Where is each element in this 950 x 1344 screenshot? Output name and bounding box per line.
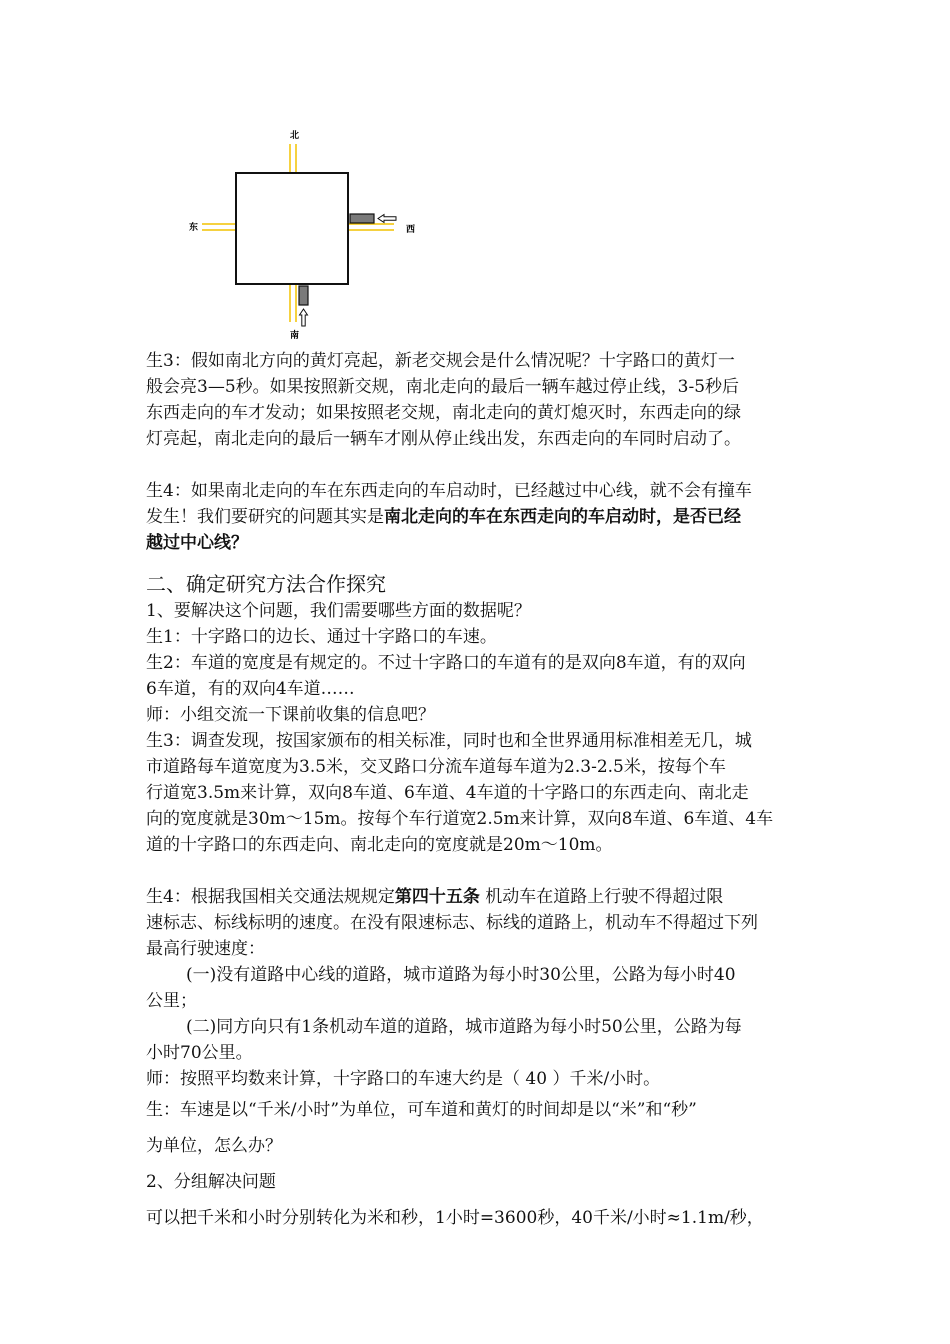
text-span: 发生！我们要研究的问题其实是 <box>146 507 384 527</box>
key-question-bold: 越过中心线？ <box>146 533 248 553</box>
rule-line: (二)同方向只有1条机动车道的道路，城市道路为每小时50公里，公路为每 <box>186 1017 742 1037</box>
paragraph-line: 师：小组交流一下课前收集的信息吧？ <box>146 705 435 725</box>
paragraph-line: 道的十字路口的东西走向、南北走向的宽度就是20m～10m。 <box>146 835 613 855</box>
paragraph-line: 6车道，有的双向4车道…… <box>146 679 355 699</box>
paragraph-line: 1、要解决这个问题，我们需要哪些方面的数据呢？ <box>146 601 531 621</box>
text-span: 机动车在道路上行驶不得超过限 <box>479 887 724 907</box>
paragraph-line: 小时70公里。 <box>146 1043 253 1063</box>
label-east: 东 <box>189 223 199 233</box>
paragraph-line: 生2：车道的宽度是有规定的。不过十字路口的车道有的是双向8车道，有的双向 <box>146 653 746 673</box>
paragraph-line: 生3：调查发现，按国家颁布的相关标准，同时也和全世界通用标准相差无几，城 <box>146 731 752 751</box>
paragraph-line: 向的宽度就是30m～15m。按每个车行道宽2.5m来计算，双向8车道、6车道、4车 <box>146 809 774 829</box>
paragraph-line: 生3：假如南北方向的黄灯亮起，新老交规会是什么情况呢？十字路口的黄灯一 <box>146 351 735 371</box>
text-span: 生4：根据我国相关交通法规规定 <box>146 887 395 907</box>
label-south: 南 <box>290 331 300 341</box>
paragraph-line: 生1：十字路口的边长、通过十字路口的车速。 <box>146 627 497 647</box>
intersection-svg <box>180 126 420 344</box>
paragraph-line: 东西走向的车才发动；如果按照老交规，南北走向的黄灯熄灭时，东西走向的绿 <box>146 403 741 423</box>
label-north: 北 <box>290 131 300 141</box>
spacer <box>146 858 810 884</box>
section-two <box>146 570 810 1236</box>
intersection-square <box>236 173 348 284</box>
west-car-arrow-icon <box>378 215 396 223</box>
paragraph-line <box>146 504 810 530</box>
paragraph-line: 速标志、标线标明的速度。在没有限速标志、标线的道路上，机动车不得超过下列 <box>146 913 758 933</box>
body-text <box>146 348 810 556</box>
paragraph-line: 生4：如果南北走向的车在东西走向的车启动时，已经越过中心线，就不会有撞车 <box>146 481 752 501</box>
key-question-bold: 南北走向的车在东西走向的车启动时，是否已经 <box>384 507 741 527</box>
paragraph-line: 市道路每车道宽度为3.5米，交叉路口分流车道每车道为2.3-2.5米，按每个车 <box>146 757 726 777</box>
article-number-bold: 第四十五条 <box>394 887 480 907</box>
paragraph-line: 师：按照平均数来计算，十字路口的车速大约是（ 40 ）千米/小时。 <box>146 1069 661 1089</box>
paragraph-line: 行道宽3.5m来计算，双向8车道、6车道、4车道的十字路口的东西走向、南北走 <box>146 783 749 803</box>
section-heading: 二、确定研究方法合作探究 <box>146 572 386 596</box>
paragraph-line: 般会亮3—5秒。如果按照新交规，南北走向的最后一辆车越过停止线，3-5秒后 <box>146 377 740 397</box>
west-car <box>350 214 374 223</box>
paragraph-line: 为单位，怎么办？ <box>146 1136 282 1156</box>
paragraph-line <box>146 884 810 910</box>
paragraph-line: 最高行驶速度： <box>146 939 265 959</box>
paragraph-line: 生：车速是以“千米/小时”为单位，可车道和黄灯的时间却是以“米”和“秒” <box>146 1100 697 1120</box>
paragraph-line: 可以把千米和小时分别转化为米和秒，1小时=3600秒，40千米/小时≈1.1m/秒， <box>146 1208 764 1228</box>
south-car-arrow-icon <box>300 309 308 326</box>
label-west: 西 <box>406 225 416 235</box>
paragraph-line: 公里； <box>146 991 197 1011</box>
paragraph-line <box>146 530 810 556</box>
paragraph-line: 灯亮起，南北走向的最后一辆车才刚从停止线出发，东西走向的车同时启动了。 <box>146 429 741 449</box>
rule-line: (一)没有道路中心线的道路，城市道路为每小时30公里，公路为每小时40 <box>186 965 736 985</box>
paragraph-line: 2、分组解决问题 <box>146 1172 276 1192</box>
spacer <box>146 452 810 478</box>
intersection-diagram <box>180 126 420 344</box>
south-car <box>299 286 308 305</box>
